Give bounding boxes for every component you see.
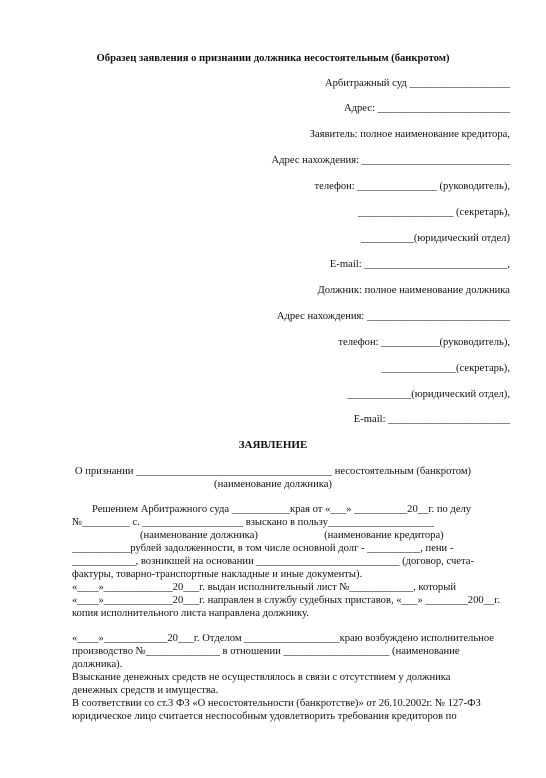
applicant-phone-legal: __________(юридический отдел) bbox=[360, 233, 510, 244]
body-line: должника). bbox=[72, 659, 123, 670]
debtor-phone-head: телефон: ___________(руководитель), bbox=[338, 337, 510, 348]
statement-heading: ЗАЯВЛЕНИЕ bbox=[238, 439, 308, 451]
applicant-phone-head: телефон: _______________ (руководитель), bbox=[314, 181, 510, 192]
body-line: производство №______________ в отношении ____________________ (наименование bbox=[72, 646, 460, 657]
applicant-phone-secretary: __________________ (секретарь), bbox=[358, 207, 510, 218]
body-line: денежных средств и имущества. bbox=[72, 685, 219, 696]
body-line: «____»_____________20___г. выдан исполнительный лист №____________, который bbox=[72, 582, 457, 593]
court-line: Арбитражный суд ___________________ bbox=[324, 78, 510, 89]
body-line: Взыскание денежных средств не осуществлялось в связи с отсутствием у должника bbox=[72, 672, 451, 683]
document-title: Образец заявления о признании должника несостоятельным (банкротом) bbox=[96, 53, 450, 64]
applicant-line: Заявитель: полное наименование кредитора, bbox=[309, 129, 510, 140]
debtor-email-line: E-mail: _______________________ bbox=[353, 414, 510, 425]
body-line: ____________, возникшей на основании ___________________________ (договор, счета- bbox=[72, 556, 474, 567]
body-line: №_________ с. ___________________ взыскано в пользу____________________ bbox=[72, 517, 434, 528]
subject-caption: (наименование должника) bbox=[214, 479, 332, 490]
debtor-line: Должник: полное наименование должника bbox=[317, 285, 510, 296]
body-line: «____»_____________20___г. направлен в службу судебных приставов, «___» ________200__г. bbox=[72, 595, 501, 606]
body-line: «____»____________20___г. Отделом __________________краю возбуждено исполнительное bbox=[72, 633, 494, 644]
body-line: фактуры, товарно-транспортные накладные и иные документы). bbox=[72, 569, 363, 580]
debtor-phone-secretary: ______________(секретарь), bbox=[381, 363, 510, 374]
applicant-address-line: Адрес нахождения: ____________________________ bbox=[271, 155, 510, 166]
body-line: (наименование должника) (наименование кредитора) bbox=[140, 530, 444, 541]
body-line: юридическое лицо считается неспособным удовлетворить требования кредиторов по bbox=[72, 711, 457, 722]
body-line: ___________рублей задолженности, в том числе основной долг - __________, пени - bbox=[72, 543, 454, 554]
body-line: В соответствии со ст.3 ФЗ «О несостоятельности (банкротстве)» от 26.10.2002г. № 127-ФЗ bbox=[72, 698, 481, 709]
court-address-line: Адрес: _________________________ bbox=[343, 103, 510, 114]
debtor-phone-legal: ____________(юридический отдел), bbox=[347, 389, 510, 400]
body-line: копия исполнительного листа направлена должнику. bbox=[72, 608, 309, 619]
body-line: Решением Арбитражного суда ___________края от «___» __________20__г. по делу bbox=[92, 504, 472, 515]
applicant-email-line: E-mail: ___________________________, bbox=[329, 259, 510, 270]
subject-line: О признании _____________________________________ несостоятельным (банкротом) bbox=[74, 466, 472, 477]
debtor-address-line: Адрес нахождения: ___________________________ bbox=[276, 311, 510, 322]
